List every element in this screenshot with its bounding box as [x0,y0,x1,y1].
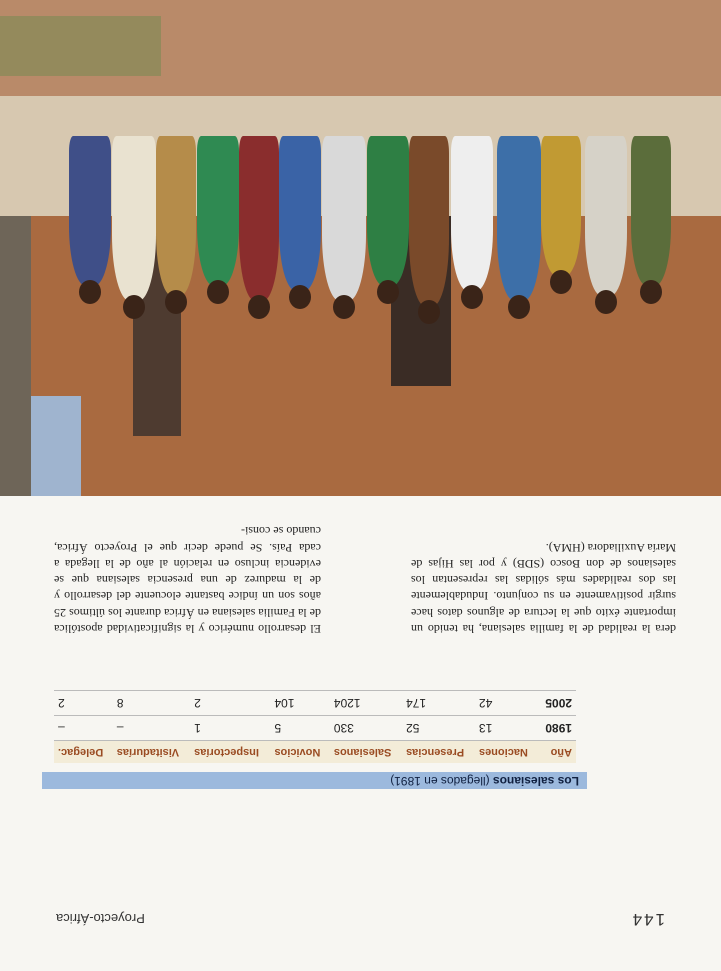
person [631,136,671,286]
table-cell: 1980 [538,716,576,741]
table-cell: – [54,716,113,741]
table-cell: 2 [54,691,113,716]
table-cell: 5 [270,716,329,741]
table-cell: 330 [330,716,402,741]
section-label: Proyecto-África [56,911,145,926]
table-title-note: (llegados en 1891) [390,774,490,788]
col-header: Año [538,741,576,764]
page-number: 144 [630,910,665,929]
person [367,136,409,286]
table-cell: 2005 [538,691,576,716]
person [69,136,111,286]
person [156,136,196,296]
col-header: Visitadurías [113,741,190,764]
table-cell: 1204 [330,691,402,716]
salesianos-table [54,690,576,763]
table-title [42,772,587,789]
col-header: Inspectorías [190,741,270,764]
table-cell: 13 [475,716,538,741]
photo-grass [0,16,161,76]
group-of-people [51,116,671,346]
person [322,136,366,301]
person [279,136,321,291]
col-header: Presencias [402,741,475,764]
col-header: Salesianos [330,741,402,764]
person [497,136,541,301]
table-header-row [54,741,576,764]
person [112,136,156,301]
table-row [54,691,576,716]
person [239,136,279,301]
person [409,136,449,306]
table-cell: 42 [475,691,538,716]
person [451,136,493,291]
col-header: Delegac. [54,741,113,764]
person [197,136,239,286]
table-cell: 8 [113,691,190,716]
table-cell: 2 [190,691,270,716]
table-cell: 52 [402,716,475,741]
table-cell: 174 [402,691,475,716]
person [585,136,627,296]
article-body-col2: dera la realidad de la familia salesiana, ha tenido un importante éxito que la lectura de algunos datos hace surgir positivamente en su conjunto. Indudablemente las dos realidades más sólidas las representan los salesianos de don Bosco (SDB) y por las Hijas de María Auxiliadora (HMA). [411,540,676,636]
col-header: Naciones [475,741,538,764]
article-body-col1: El desarrollo numérico y la significatividad apostólica de la Familia salesiana en África durante los últimos 25 años son un índice bastante elocuente del desarrollo y de la madurez de una presencia salesiana que se evidencia incluso en relación al año de la llegada a cada País. Se puede decir que el Proyecto África, cuando se consi- [54,524,321,636]
table-cell: – [113,716,190,741]
table-row [54,716,576,741]
table-cell: 1 [190,716,270,741]
person [541,136,581,276]
table-cell: 104 [270,691,329,716]
table-title-bold: Los salesianos [492,774,579,788]
col-header: Novicios [270,741,329,764]
